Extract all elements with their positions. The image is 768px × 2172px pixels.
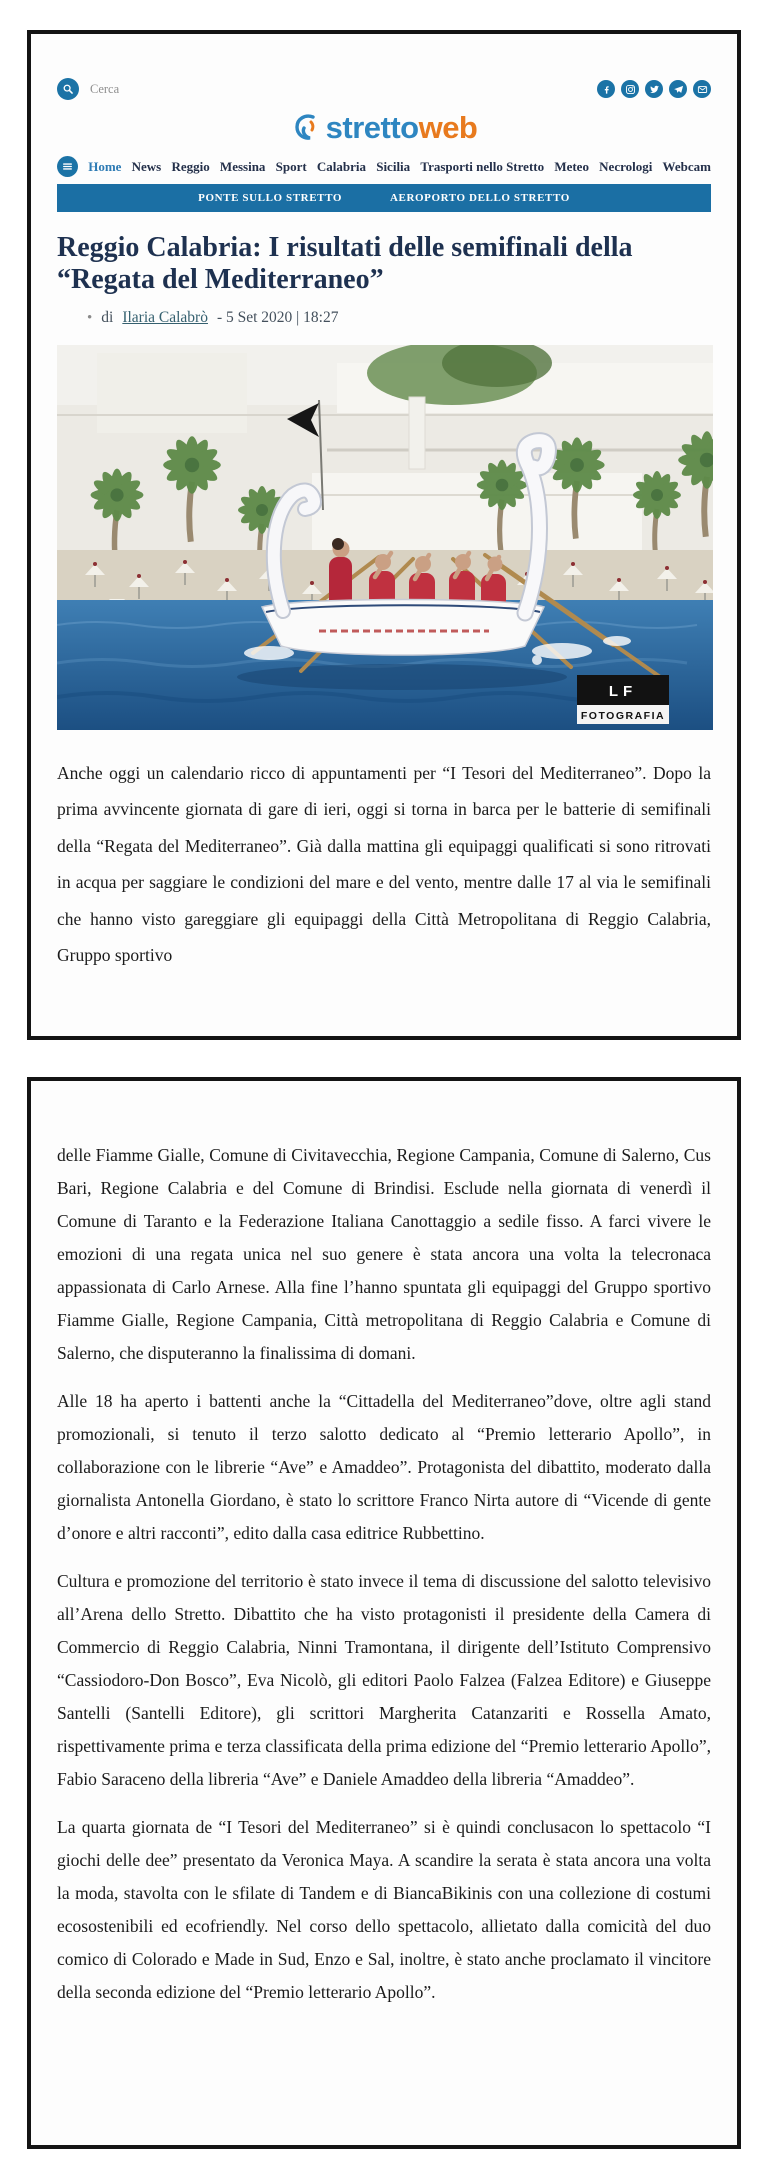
byline-prefix: di bbox=[101, 309, 114, 326]
search-icon[interactable] bbox=[57, 78, 79, 100]
byline-meta: - 5 Set 2020 | 18:27 bbox=[216, 309, 339, 326]
photographer-watermark bbox=[577, 675, 669, 724]
social-links bbox=[597, 80, 711, 98]
article-paragraph-5: La quarta giornata de “I Tesori del Mediterraneo” si è quindi conclusacon lo spettacolo “I giochi delle dee” presentato da Veronica Maya. A scandire la serata è stata ancora una volta la moda, stavolta con le sfilate di Tandem e di BiancaBikinis con una collezione di costumi ecosostenibili ed ecofriendly. Nel corso dello spettacolo, allietato dalla comicità del duo comico di Colorado e Made in Sud, Enzo e Sal, inoltre, è stato anche proclamato il vincitore della seconda edizione del “Premio letterario Apollo”. bbox=[57, 1817, 711, 2002]
nav-item-reggio[interactable]: Reggio bbox=[171, 158, 210, 174]
subnav-ponte-sullo-stretto[interactable]: PONTE SULLO STRETTO bbox=[198, 192, 342, 204]
nav-item-meteo[interactable]: Meteo bbox=[554, 158, 589, 174]
logo-text: strettoweb bbox=[325, 110, 478, 145]
article-paragraph-1: Anche oggi un calendario ricco di appuntamenti per “I Tesori del Mediterraneo”. Dopo la prima avvincente giornata di gare di ieri, oggi si torna in barca per le batterie di semifinali della “Regata del Mediterraneo”. Già dalla mattina gli equipaggi qualificati si sono ritrovati in acqua per saggiare le condizioni del mare e del vento, mentre dalle 17 al via le semifinali che hanno visto gareggiare gli equipaggi della Città Metropolitana di Reggio Calabria, Gruppo sportivo bbox=[57, 763, 711, 966]
menu-icon[interactable] bbox=[57, 156, 78, 177]
subnav-aeroporto-dello-stretto[interactable]: AEROPORTO DELLO STRETTO bbox=[389, 192, 570, 204]
nav-item-calabria[interactable]: Calabria bbox=[316, 158, 367, 174]
page-1 bbox=[27, 30, 741, 1040]
search-placeholder: Cerca bbox=[90, 81, 120, 96]
bullet-icon: • bbox=[87, 309, 93, 326]
author-link[interactable]: Ilaria Calabrò bbox=[122, 309, 208, 326]
page-2 bbox=[27, 1077, 741, 2149]
nav-item-necrologi[interactable]: Necrologi bbox=[599, 158, 653, 174]
nav-item-sicilia[interactable]: Sicilia bbox=[376, 158, 411, 174]
search-input[interactable] bbox=[57, 78, 119, 100]
telegram-icon[interactable] bbox=[669, 80, 687, 98]
byline bbox=[57, 309, 711, 327]
article-photo bbox=[57, 345, 713, 730]
strettoweb-mark-icon bbox=[291, 113, 321, 143]
site-header bbox=[57, 78, 711, 100]
article-paragraph-3: Alle 18 ha aperto i battenti anche la “Cittadella del Mediterraneo”dove, oltre agli stand promozionali, si tenuto il terzo salotto dedicato al “Premio letterario Apollo”, in collaborazione con le librerie “Ave” e Amaddeo”. Protagonista del dibattito, moderato dalla giornalista Antonella Giordano, è stato lo scrittore Franco Nirta autore di “Vicende di gente d’onore e altri racconti”, edito dalla casa editrice Rubbettino. bbox=[57, 1391, 711, 1543]
nav-item-messina[interactable]: Messina bbox=[219, 158, 266, 174]
nav-item-home[interactable]: Home bbox=[88, 158, 122, 174]
watermark-label: FOTOGRAFIA bbox=[580, 710, 666, 722]
nav-item-trasporti[interactable]: Trasporti nello Stretto bbox=[420, 158, 545, 174]
article-paragraph-2: delle Fiamme Gialle, Comune di Civitavecchia, Regione Campania, Comune di Salerno, Cus Bari, Regione Calabria e del Comune di Brindisi. Esclude nella giornata di venerdì il Comune di Taranto e la Federazione Italiana Canottaggio a sedile fisso. A farci vivere le emozioni di una regata unica nel suo genere è stata ancora una volta la telecronaca appassionata di Carlo Arnese. Alla fine l’hanno spuntata gli equipaggi del Gruppo sportivo Fiamme Gialle, Regione Campania, Città metropolitana di Reggio Calabria e Comune di Salerno, che disputeranno la finalissima di domani. bbox=[57, 1145, 711, 1363]
nav-item-news[interactable]: News bbox=[131, 158, 162, 174]
secondary-nav-bar bbox=[57, 184, 711, 212]
nav-item-sport[interactable]: Sport bbox=[275, 158, 307, 174]
email-icon[interactable] bbox=[693, 80, 711, 98]
article-title: Reggio Calabria: I risultati delle semifinali della “Regata del Mediterraneo” bbox=[57, 232, 633, 295]
watermark-logo: LF bbox=[608, 683, 638, 700]
facebook-icon[interactable] bbox=[597, 80, 615, 98]
site-logo[interactable] bbox=[57, 110, 711, 146]
nav-item-webcam[interactable]: Webcam bbox=[662, 158, 711, 174]
twitter-icon[interactable] bbox=[645, 80, 663, 98]
instagram-icon[interactable] bbox=[621, 80, 639, 98]
article-paragraph-4: Cultura e promozione del territorio è stato invece il tema di discussione del salotto televisivo all’Arena dello Stretto. Dibattito che ha visto protagonisti il presidente della Camera di Commercio di Reggio Calabria, Ninni Tramontana, il dirigente dell’Istituto Comprensivo “Cassiodoro-Don Bosco”, Eva Nicolò, gli editori Paolo Falzea (Falzea Editore) e Giuseppe Santelli (Santelli Editore), gli scrittori Margherita Catanzariti e Rossella Amato, rispettivamente prima e terza classificata della prima edizione del “Premio letterario Apollo”, Fabio Saraceno della libreria “Ave” e Daniele Amaddeo della libreria “Amaddeo”. bbox=[57, 1571, 711, 1789]
main-nav bbox=[57, 156, 711, 177]
